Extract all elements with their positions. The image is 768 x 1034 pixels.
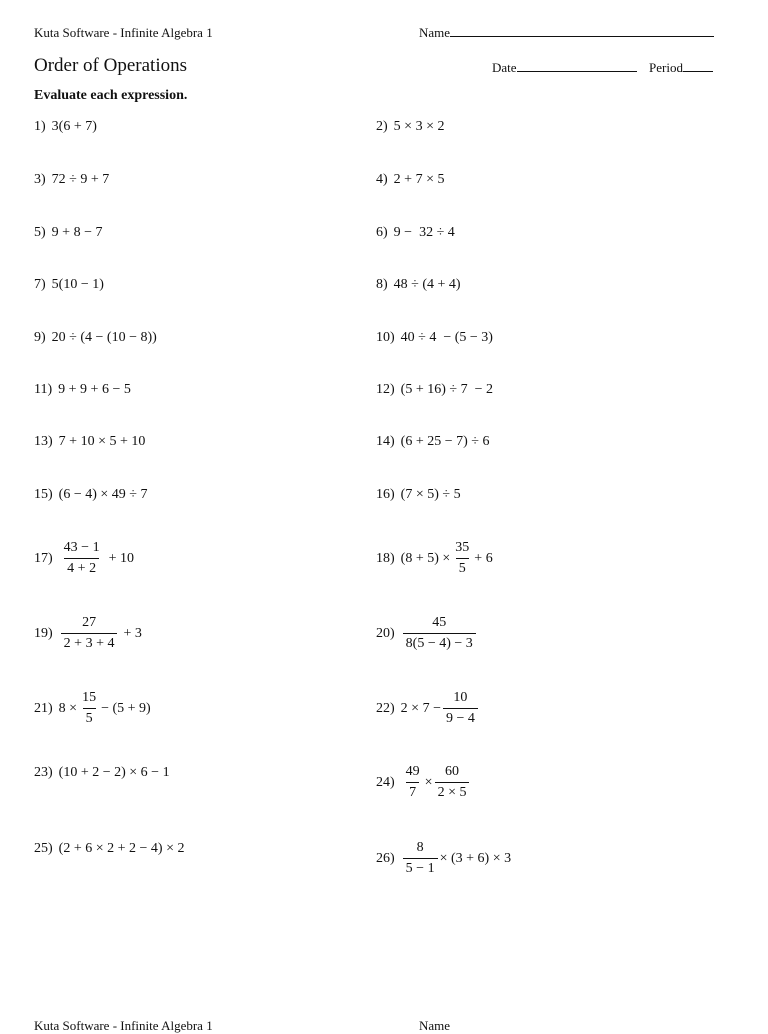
expression-tail: × (3 + 6) × 3 — [439, 850, 512, 866]
problem-number: 5) — [34, 225, 46, 240]
problem-24 — [376, 764, 471, 801]
denominator: 5 − 1 — [403, 858, 438, 877]
numerator: 43 − 1 — [63, 540, 100, 555]
problem-23 — [34, 765, 170, 781]
problem-number: 13) — [34, 434, 53, 449]
denominator: 2 + 3 + 4 — [61, 633, 118, 652]
date-label: Date — [492, 60, 517, 75]
problem-20 — [376, 615, 478, 652]
numerator: 49 — [405, 764, 420, 779]
denominator: 8(5 − 4) − 3 — [403, 633, 476, 652]
problem-15 — [34, 487, 147, 503]
name-label: Name — [419, 25, 451, 40]
problem-7 — [34, 277, 104, 293]
problem-expression: 5(10 − 1) — [51, 277, 104, 292]
fraction — [452, 540, 472, 577]
problem-expression: 5 × 3 × 2 — [393, 119, 445, 134]
problem-2 — [376, 119, 444, 135]
problem-number: 7) — [34, 277, 46, 292]
problem-11 — [34, 382, 131, 398]
expression-lead: 8 × — [58, 700, 78, 716]
problem-number: 9) — [34, 330, 46, 345]
fraction — [403, 615, 476, 652]
problem-5 — [34, 225, 102, 241]
problem-18 — [376, 540, 493, 577]
instructions: Evaluate each expression. — [34, 88, 188, 103]
problem-number: 20) — [376, 625, 395, 641]
problem-3 — [34, 172, 109, 188]
problem-expression: 3(6 + 7) — [51, 119, 97, 134]
problem-expression: 7 + 10 × 5 + 10 — [58, 434, 146, 449]
problem-number: 12) — [376, 382, 395, 397]
period-field[interactable] — [649, 60, 713, 76]
expression-tail: + 3 — [123, 625, 142, 641]
numerator: 35 — [455, 540, 470, 555]
numerator: 15 — [82, 690, 97, 705]
denominator: 2 × 5 — [435, 782, 470, 801]
problem-number: 11) — [34, 382, 53, 397]
problem-number: 17) — [34, 550, 53, 566]
page-title: Order of Operations — [34, 55, 188, 76]
problem-expression: 9 − 32 ÷ 4 — [393, 225, 455, 240]
problem-number: 6) — [376, 225, 388, 240]
fraction — [61, 615, 118, 652]
date-field[interactable] — [492, 60, 637, 76]
numerator: 27 — [82, 615, 97, 630]
fraction — [435, 764, 470, 801]
problem-expression: 48 ÷ (4 + 4) — [393, 277, 461, 292]
problem-expression: 72 ÷ 9 + 7 — [51, 172, 110, 187]
expression-tail: + 10 — [108, 550, 134, 566]
problem-number: 14) — [376, 434, 395, 449]
problem-number: 18) — [376, 550, 395, 566]
problem-number: 15) — [34, 487, 53, 502]
problem-16 — [376, 487, 461, 503]
problem-number: 1) — [34, 119, 46, 134]
fraction — [443, 690, 478, 727]
period-label: Period — [649, 60, 683, 75]
fraction — [403, 840, 438, 877]
date-blank — [517, 60, 637, 72]
numerator: 8 — [416, 840, 424, 855]
fraction — [79, 690, 99, 727]
denominator: 5 — [456, 558, 469, 577]
problem-number: 25) — [34, 841, 53, 856]
publisher-label: Kuta Software - Infinite Algebra 1 — [34, 25, 213, 40]
problem-number: 3) — [34, 172, 46, 187]
problem-number: 26) — [376, 850, 395, 866]
problem-expression: (6 + 25 − 7) ÷ 6 — [400, 434, 490, 449]
problem-number: 4) — [376, 172, 388, 187]
problem-22 — [376, 690, 480, 727]
problem-expression: (10 + 2 − 2) × 6 − 1 — [58, 765, 170, 780]
problem-number: 23) — [34, 765, 53, 780]
next-page-name-label: Name — [419, 1018, 451, 1033]
denominator: 5 — [83, 708, 96, 727]
problem-8 — [376, 277, 461, 293]
problem-number: 19) — [34, 625, 53, 641]
expression-tail: + 6 — [474, 550, 493, 566]
expression-lead: (8 + 5) × — [400, 550, 451, 566]
problem-expression: (5 + 16) ÷ 7 − 2 — [400, 382, 493, 397]
expression-tail: − (5 + 9) — [101, 700, 151, 716]
problem-26 — [376, 840, 511, 877]
problem-21 — [34, 690, 151, 727]
denominator: 4 + 2 — [64, 558, 99, 577]
numerator: 60 — [445, 764, 460, 779]
problem-10 — [376, 330, 493, 346]
problem-17 — [34, 540, 134, 577]
problem-9 — [34, 330, 157, 346]
problem-6 — [376, 225, 455, 241]
multiply-sign: × — [424, 774, 433, 790]
problem-12 — [376, 382, 493, 398]
next-page-publisher: Kuta Software - Infinite Algebra 1 — [34, 1018, 213, 1033]
problem-4 — [376, 172, 444, 188]
problem-number: 16) — [376, 487, 395, 502]
problem-19 — [34, 615, 142, 652]
problem-expression: (7 × 5) ÷ 5 — [400, 487, 461, 502]
numerator: 45 — [432, 615, 447, 630]
period-blank — [683, 60, 713, 72]
problem-25 — [34, 841, 184, 857]
expression-lead: 2 × 7 − — [400, 700, 441, 716]
denominator: 9 − 4 — [443, 708, 478, 727]
problem-number: 10) — [376, 330, 395, 345]
problem-expression: 9 + 9 + 6 − 5 — [58, 382, 131, 397]
problem-expression: 9 + 8 − 7 — [51, 225, 103, 240]
problem-expression: (2 + 6 × 2 + 2 − 4) × 2 — [58, 841, 185, 856]
problem-1 — [34, 119, 97, 135]
denominator: 7 — [406, 782, 419, 801]
fraction — [403, 764, 423, 801]
problem-number: 2) — [376, 119, 388, 134]
problem-expression: (6 − 4) × 49 ÷ 7 — [58, 487, 148, 502]
name-blank — [450, 25, 714, 37]
problem-number: 22) — [376, 700, 395, 716]
problem-expression: 2 + 7 × 5 — [393, 172, 445, 187]
problem-expression: 40 ÷ 4 − (5 − 3) — [400, 330, 493, 345]
problem-13 — [34, 434, 145, 450]
fraction — [61, 540, 103, 577]
problem-number: 8) — [376, 277, 388, 292]
problem-number: 21) — [34, 700, 53, 716]
problem-14 — [376, 434, 489, 450]
problem-expression: 20 ÷ (4 − (10 − 8)) — [51, 330, 157, 345]
name-field[interactable] — [419, 25, 714, 41]
numerator: 10 — [453, 690, 468, 705]
problem-number: 24) — [376, 774, 395, 790]
